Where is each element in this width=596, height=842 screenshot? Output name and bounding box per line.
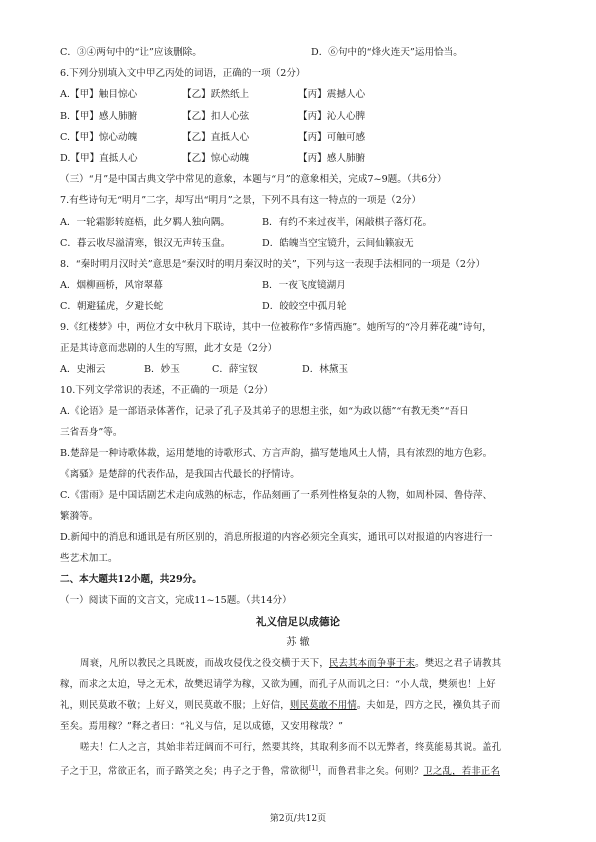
essay-p2-line1: 嗟夫！仁人之言，其始非若迂阔而不可行，然要其终，其取利多而不以无弊者，终莫能易其说。盖孔 — [80, 742, 502, 753]
essay-p1-line4: 至矣。焉用稼？”释之者曰：“礼义与信，足以成德，又安用稼哉？” — [60, 721, 344, 732]
q6-c-yi: 【乙】直抵人心 — [182, 132, 250, 143]
q6-stem: 6.下列分别填入文中甲乙丙处的词语，正确的一项（2分） — [60, 68, 306, 79]
q6-a-bing: 【丙】震撼人心 — [298, 89, 366, 100]
q6-b-bing: 【丙】沁人心脾 — [298, 111, 366, 122]
q7-option-b: B．有约不来过夜半，闲敲棋子落灯花。 — [262, 217, 433, 228]
q9-option-d: D．林黛玉 — [302, 364, 349, 375]
q10-option-b-line2: 《离骚》是楚辞的代表作品，是我国古代最长的抒情诗。 — [60, 469, 300, 480]
q6-c-jia: C.【甲】惊心动魄 — [60, 132, 138, 143]
q8-option-d: D．皎皎空中孤月轮 — [262, 301, 347, 312]
q6-c-bing: 【丙】可触可感 — [298, 132, 366, 143]
q9-stem-line1: 9.《红楼梦》中，两位才女中秋月下联诗，其中一位被称作“多情西施”。她所写的“冷月葬花魂”诗句， — [60, 322, 492, 333]
q10-option-c-line1: C.《雷雨》是中国话剧艺术走向成熟的标志，作品刻画了一系列性格复杂的人物，如周朴园、鲁侍萍、 — [60, 490, 493, 501]
underlined-phrase-2: 则民莫敢不用情 — [289, 700, 357, 711]
q9-option-c: C．薛宝钗 — [212, 364, 258, 375]
underlined-phrase-1: 民去其本而争事于末 — [328, 658, 416, 669]
q6-d-jia: D.【甲】直抵人心 — [60, 153, 138, 164]
q7-stem: 7.有些诗句无“明月”二字，却写出“明月”之景，下列不具有这一特点的一项是（2分） — [60, 195, 422, 206]
essay-title: 礼义信足以成德论 — [256, 616, 340, 628]
q9-option-b: B．妙玉 — [144, 364, 180, 375]
essay-p1-line1: 周衰，凡所以教民之具既废，而战攻侵伐之役交横于天下，民去其本而争事于末。樊迟之君子请教其 — [80, 658, 502, 669]
page-footer: 第2页/共12页 — [269, 814, 327, 824]
q10-option-b-line1: B.楚辞是一种诗歌体裁，运用楚地的诗歌形式、方言声韵，描写楚地风土人情，具有浓烈的地方色彩。 — [60, 448, 493, 459]
q5-option-c: C．③④两句中的“让”应该删除。 — [60, 47, 202, 58]
q10-stem: 10.下列文学常识的表述，不正确的一项是（2分） — [60, 385, 274, 396]
section3-intro: （三）“月”是中国古典文学中常见的意象，本题与“月”的意象相关，完成7~9题。（共6分） — [60, 174, 447, 185]
q6-a-yi: 【乙】跃然纸上 — [182, 89, 250, 100]
essay-p1-line3: 礼，则民莫敢不敬；上好义，则民莫敢不服；上好信，则民莫敢不用情。夫如是，四方之民，襁负其子而 — [60, 700, 501, 711]
q6-b-yi: 【乙】扣人心弦 — [182, 111, 250, 122]
q6-d-yi: 【乙】惊心动魄 — [182, 153, 250, 164]
q9-option-a: A．史湘云 — [60, 364, 106, 375]
q10-option-c-line2: 繁漪等。 — [60, 511, 99, 522]
q8-option-c: C．朝避猛虎，夕避长蛇 — [60, 301, 164, 312]
part2-heading: 二、本大题共12小题，共29分。 — [60, 574, 202, 585]
q10-option-a-line1: A.《论语》是一部语录体著作，记录了孔子及其弟子的思想主张，如“为政以德”“有教无类”“吾日 — [60, 406, 469, 417]
q10-option-d-line1: D.新闻中的消息和通讯是有所区别的，消息所报道的内容必须完全真实，通讯可以对报道的内容进行一 — [60, 532, 493, 543]
q8-option-b: B．一夜飞度镜湖月 — [262, 280, 346, 291]
part2-subheading: （一）阅读下面的文言文，完成11~15题。（共14分） — [60, 595, 292, 606]
q7-option-c: C．暮云收尽溢清寒，银汉无声转玉盘。 — [60, 238, 231, 249]
essay-author: 苏 辙 — [286, 637, 310, 648]
essay-p2-line2: 子之于卫，常欲正名，而子路笑之矣；冉子之于鲁，常欲彻[1]，而鲁君非之矣。何则？卫之乱，若非正名 — [60, 765, 500, 778]
q6-d-bing: 【丙】感人肺腑 — [298, 153, 366, 164]
q7-option-d: D．皓魄当空宝镜升，云间仙籁寂无 — [262, 238, 414, 249]
q8-stem: 8．“秦时明月汉时关”意思是“秦汉时的明月秦汉时的关”，下列与这一表现手法相同的一项是（2分） — [60, 259, 486, 270]
underlined-phrase-3: 卫之乱，若非正名 — [423, 766, 500, 778]
q10-option-d-line2: 些艺术加工。 — [60, 553, 118, 564]
footnote-marker: [1] — [308, 765, 319, 772]
q8-option-a: A．烟柳画桥，风帘翠幕 — [60, 280, 163, 291]
q6-a-jia: A.【甲】触目惊心 — [60, 89, 138, 100]
q5-option-d: D．⑥句中的“烽火连天”运用恰当。 — [311, 47, 463, 58]
q7-option-a: A．一轮霜影转庭梧，此夕羁人独向隅。 — [60, 217, 231, 228]
essay-p1-line2: 稼，而求之太迫，导之无术，故樊迟请学为稼，又欲为圃，而孔子从而讥之曰：“小人哉，樊须也！上好 — [60, 679, 496, 690]
q9-stem-line2: 正是其诗意而悲剧的人生的写照，此才女是（2分） — [60, 343, 278, 354]
q6-b-jia: B.【甲】感人肺腑 — [60, 111, 138, 122]
q10-option-a-line2: 三省吾身”等。 — [60, 427, 123, 438]
